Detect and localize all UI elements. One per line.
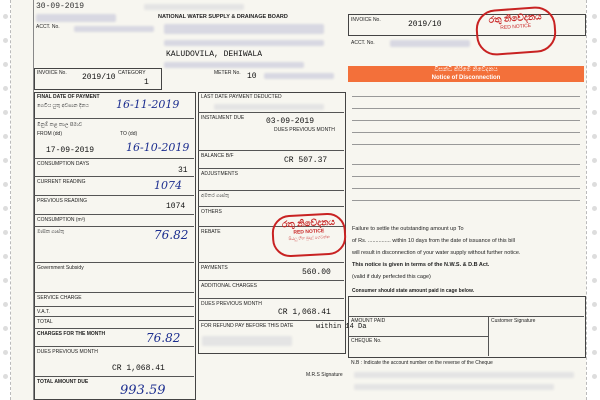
to-date-hand: 16-10-2019 (126, 141, 190, 154)
total-due-label: TOTAL AMOUNT DUE (37, 379, 89, 385)
stub-red-stamp (474, 5, 557, 56)
monthly-charge-hand: 76.82 (154, 228, 189, 242)
adjustments-label: ADJUSTMENTS (201, 171, 238, 177)
notice-line-4: This notice is given in terms of the N.W.S. & D.B Act. (352, 262, 490, 268)
instalment-due: 03-09-2019 (266, 117, 315, 126)
stub-stamp-label: RED NOTICE (500, 22, 532, 32)
acct-label: ACCT. No. (36, 24, 60, 30)
dues-prev-bottom-label: DUES PREVIOUS MONTH (37, 349, 98, 355)
sinhala-board-name (144, 4, 244, 10)
date-top: 30-09-2019 (36, 2, 85, 11)
red-notice-stamp: රතු නිවේදනය RED NOTICE සියලු හිඟ මුදල් ගෙවන්න (271, 212, 347, 258)
charges-month-label: CHARGES FOR THE MONTH (37, 331, 106, 337)
to-label: TO (dd) (120, 131, 138, 137)
redacted-address (164, 40, 324, 46)
total-label: TOTAL (37, 319, 53, 325)
others-label: OTHERS (201, 209, 222, 215)
current-reading-label: CURRENT READING (37, 179, 86, 185)
address-area: KALUDOVILA, DEHIWALA (166, 50, 263, 59)
notice-stub: INVOICE No. 2019/10 ACCT. No. රතු නිවේදනය RED NOTICE විසන්ධි කිරීමේ නිවේදනය Notice of Disconnection Failure to settle the outstanding amount up To of Rs. ............... within 10 days from the date of issuance of this bill will result in disconnection of your water supply without further notice. This notice is given in terms of the N.W.S. & D.B Act. (valid if duly perfected this cage) Consumer should state amount paid in cage below. AMOUNT PAID Customer Signature CHEQUE No. N.B : Indicate the account number on the reverse of the Cheque (348, 0, 586, 400)
stub-acct-label: ACCT. No. (351, 40, 375, 46)
for-refund-label: FOR REFUND PAY BEFORE THIS DATE (201, 323, 294, 329)
amount-paid-label: AMOUNT PAID (351, 318, 386, 324)
balance: CR 507.37 (284, 156, 328, 165)
left-perforation-strip (0, 0, 11, 400)
notice-line-2: of Rs. ............... within 10 days from the date of issuance of this bill (352, 238, 515, 244)
stub-invoice-label: INVOICE No. (351, 17, 381, 23)
category-label: CATEGORY (118, 70, 146, 76)
previous-reading: 1074 (166, 202, 186, 211)
instalment-due-label: INSTALMENT DUE (201, 115, 245, 121)
consumption-days-label: CONSUMPTION DAYS (37, 161, 90, 167)
total-due-hand: 993.59 (120, 383, 166, 398)
previous-reading-label: PREVIOUS READING (37, 198, 88, 204)
notice-line-1: Failure to settle the outstanding amount up To (352, 226, 464, 232)
notice-title: Notice of Disconnection (348, 74, 584, 82)
customer-signature-label: Customer Signature (491, 318, 536, 324)
meter-no: 10 (247, 72, 257, 81)
invoice-no: 2019/10 (82, 73, 116, 82)
board-name: NATIONAL WATER SUPPLY & DRAINAGE BOARD (158, 14, 288, 20)
redacted-acct-no (74, 26, 154, 32)
cheque-label: CHEQUE No. (351, 338, 382, 344)
within-days: within 14 Da (316, 323, 367, 331)
meter-label: METER No. (214, 70, 241, 76)
service-charge-label: SERVICE CHARGE (37, 295, 82, 301)
redacted-address-2 (164, 62, 304, 68)
subsidy-label: Government Subsidy (37, 265, 84, 271)
current-reading-hand: 1074 (154, 179, 182, 192)
final-date-hand: 16-11-2019 (116, 98, 180, 111)
charges-month-hand: 76.82 (146, 331, 181, 345)
stamp-sinhala: රතු නිවේදනය (281, 216, 336, 230)
payments-label: PAYMENTS (201, 265, 228, 271)
payment-cage (348, 296, 586, 358)
redacted-customer-name (164, 24, 324, 34)
consumption-days: 31 (178, 166, 188, 175)
redacted-stub-acct (390, 40, 470, 47)
dues-prev-label: DUES PREVIOUS MONTH (201, 301, 262, 307)
redacted-meter (264, 73, 334, 79)
nb-note: N.B : Indicate the account number on the reverse of the Cheque (351, 360, 493, 366)
last-paid-label: LAST DATE PAYMENT DEDUCTED (201, 94, 282, 100)
from-date: 17-09-2019 (46, 146, 95, 155)
stub-stamp-sinhala: රතු නිවේදනය (488, 11, 542, 25)
category-value: 1 (144, 78, 149, 87)
from-label: FROM (dd) (37, 131, 62, 137)
bill-panel: 30-09-2019 NATIONAL WATER SUPPLY & DRAINAGE BOARD ACCT. No. KALUDOVILA, DEHIWALA INVOICE No. 2019/10 CATEGORY 1 METER No. 10 FINAL DATE OF PAYMENT ගෙවිය යුතු අවසාන දිනය 16-11-2019 මිනුම් කළ කාල සීමාව FROM (dd) TO (dd) 17-09-2019 16-10-2019 CONSUMPTION DAYS 31 CURRENT READING 1074 PREVIOUS READING 1074 CONSUMPTION (m³) මාසික ගාස්තු 76.82 Government Subsidy SERVICE CHARGE V.A.T. TOTAL CHARGES FOR THE MONTH 76.82 DUES PREVIOUS MONTH CR 1,068.41 TOTAL AMOUNT DUE 993.59 LAST DATE PAYMENT DEDUCTED INSTALMENT DUE 03-09-2019 DUES PREVIOUS MONTH BALANCE B/F CR 507.37 ADJUSTMENTS අමතර ගාස්තු OTHERS REBATE PAYMENTS 560.00 ADDITIONAL CHARGES DUES PREVIOUS MONTH CR 1,068.41 FOR REFUND PAY BEFORE THIS DATE within 14 Da M.R.S Signature රතු නිවේදනය RED NOTICE සියලු හිඟ මුදල් ගෙවන්න (36, 2, 367, 398)
vat-label: V.A.T. (37, 309, 50, 315)
notice-line-5: (valid if duly perfected this cage) (352, 274, 431, 280)
mrs-signature-label: M.R.S Signature (306, 372, 343, 378)
right-perforation-strip (586, 0, 600, 400)
payments: 560.00 (302, 268, 331, 277)
stub-invoice-no: 2019/10 (408, 20, 442, 29)
dues-prev-month-label: DUES PREVIOUS MONTH (274, 127, 335, 133)
additional-charges-label: ADDITIONAL CHARGES (201, 283, 257, 289)
rebate-label: REBATE (201, 229, 221, 235)
notice-line-3: will result in disconnection of your water supply without further notice. (352, 250, 521, 256)
red-notice-text: RED NOTICE (293, 228, 325, 236)
consumer-note: Consumer should state amount paid in cage below. (352, 288, 475, 294)
dues-prev-bottom: CR 1,068.41 (112, 364, 165, 373)
dues-prev: CR 1,068.41 (278, 308, 331, 317)
consumption-label: CONSUMPTION (m³) (37, 217, 86, 223)
balance-label: BALANCE B/F (201, 153, 234, 159)
invoice-label: INVOICE No. (37, 70, 67, 76)
final-date-label: FINAL DATE OF PAYMENT (37, 94, 100, 100)
redacted-header-left (36, 14, 116, 22)
